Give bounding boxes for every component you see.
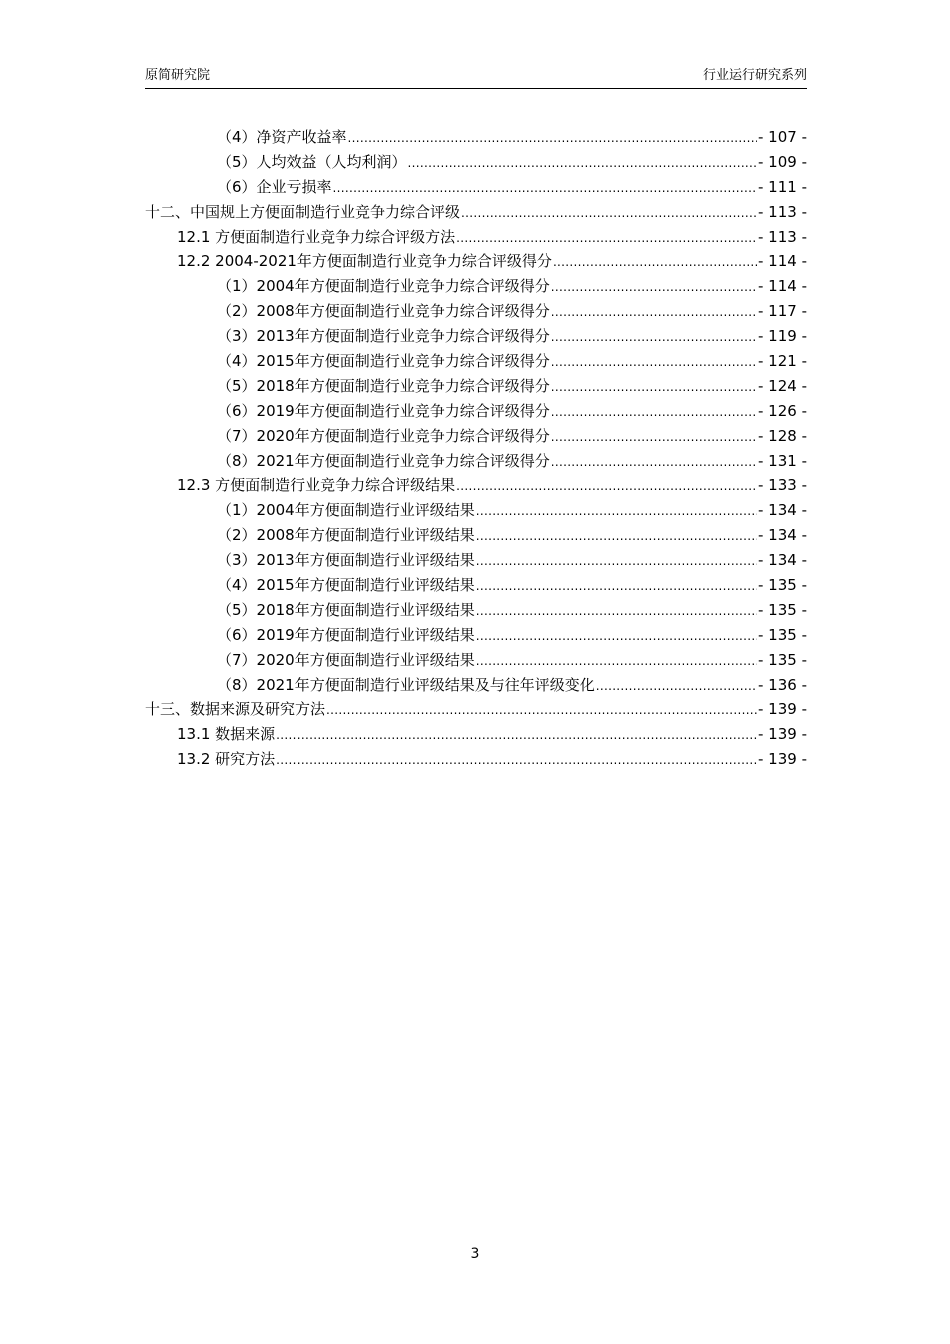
toc-entry[interactable]: [145, 673, 807, 698]
toc-entry-page[interactable]: - 134 -: [758, 526, 807, 545]
toc-entry-page[interactable]: - 117 -: [758, 302, 807, 321]
toc-entry-page[interactable]: - 135 -: [758, 600, 807, 619]
toc-dot-leader: [476, 624, 757, 649]
toc-entry-page[interactable]: - 131 -: [758, 451, 807, 470]
toc-entry-title[interactable]: （6）2019年方便面制造行业竞争力综合评级得分: [217, 401, 550, 420]
toc-entry-title[interactable]: （4）2015年方便面制造行业竞争力综合评级得分: [217, 352, 550, 371]
toc-entry-title[interactable]: （3）2013年方便面制造行业竞争力综合评级得分: [217, 327, 550, 346]
toc-entry[interactable]: [145, 150, 807, 175]
toc-dot-leader: [276, 748, 757, 773]
toc-entry[interactable]: [145, 722, 807, 747]
toc-entry-page[interactable]: - 107 -: [758, 128, 807, 146]
toc-entry-page[interactable]: - 114 -: [758, 277, 807, 296]
toc-entry-page[interactable]: - 121 -: [758, 352, 807, 371]
toc-dot-leader: [276, 723, 757, 748]
toc-entry[interactable]: [145, 747, 807, 772]
toc-entry-title[interactable]: 12.1 方便面制造行业竞争力综合评级方法: [177, 227, 456, 246]
toc-entry[interactable]: [145, 324, 807, 349]
toc-entry[interactable]: [145, 573, 807, 598]
toc-entry-page[interactable]: - 139 -: [758, 700, 807, 719]
toc-entry-title[interactable]: （1）2004年方便面制造行业竞争力综合评级得分: [217, 277, 550, 296]
toc-entry[interactable]: [145, 175, 807, 200]
toc-dot-leader: [551, 275, 757, 300]
page-number: 3: [470, 1246, 480, 1262]
toc-dot-leader: [551, 325, 757, 350]
toc-dot-leader: [476, 574, 757, 599]
toc-entry-title[interactable]: （3）2013年方便面制造行业评级结果: [217, 551, 475, 570]
toc-entry-title[interactable]: （7）2020年方便面制造行业竞争力综合评级得分: [217, 426, 550, 445]
toc-entry[interactable]: [145, 424, 807, 449]
toc-entry-title[interactable]: （8）2021年方便面制造行业竞争力综合评级得分: [217, 451, 550, 470]
toc-dot-leader: [476, 549, 757, 574]
toc-entry-title[interactable]: （1）2004年方便面制造行业评级结果: [217, 501, 475, 520]
toc-entry[interactable]: [145, 697, 807, 722]
toc-entry-page[interactable]: - 111 -: [758, 177, 807, 196]
toc-entry-title[interactable]: （2）2008年方便面制造行业竞争力综合评级得分: [217, 302, 550, 321]
toc-entry-title[interactable]: 13.2 研究方法: [177, 750, 276, 769]
toc-entry-page[interactable]: - 128 -: [758, 426, 807, 445]
toc-dot-leader: [476, 599, 757, 624]
toc-dot-leader: [553, 250, 757, 275]
toc-entry[interactable]: [145, 274, 807, 299]
toc-dot-leader: [456, 474, 757, 499]
toc-dot-leader: [348, 126, 757, 151]
toc-entry[interactable]: [145, 473, 807, 498]
toc-entry-title[interactable]: （5）2018年方便面制造行业评级结果: [217, 600, 475, 619]
toc-dot-leader: [326, 698, 757, 723]
toc-dot-leader: [551, 375, 757, 400]
toc-dot-leader: [551, 400, 757, 425]
toc-entry-title[interactable]: 12.3 方便面制造行业竞争力综合评级结果: [177, 476, 456, 495]
toc-entry-page[interactable]: - 109 -: [758, 152, 807, 171]
toc-dot-leader: [461, 201, 757, 226]
toc-dot-leader: [408, 151, 757, 176]
toc-entry-page[interactable]: - 136 -: [758, 675, 807, 694]
toc-entry[interactable]: [145, 498, 807, 523]
toc-entry-page[interactable]: - 126 -: [758, 401, 807, 420]
toc-entry[interactable]: [145, 374, 807, 399]
toc-entry-page[interactable]: - 135 -: [758, 625, 807, 644]
toc-entry-page[interactable]: - 135 -: [758, 576, 807, 595]
toc-entry[interactable]: [145, 598, 807, 623]
toc-entry[interactable]: [145, 225, 807, 250]
toc-entry-title[interactable]: （5）2018年方便面制造行业竞争力综合评级得分: [217, 376, 550, 395]
toc-entry[interactable]: [145, 200, 807, 225]
toc-dot-leader: [551, 425, 757, 450]
toc-dot-leader: [476, 499, 757, 524]
table-of-contents: [145, 125, 807, 772]
toc-dot-leader: [456, 226, 757, 251]
toc-entry-title[interactable]: （2）2008年方便面制造行业评级结果: [217, 526, 475, 545]
toc-entry-page[interactable]: - 134 -: [758, 551, 807, 570]
toc-entry[interactable]: [145, 523, 807, 548]
toc-dot-leader: [476, 524, 757, 549]
toc-entry-page[interactable]: - 134 -: [758, 501, 807, 520]
toc-entry-title[interactable]: 十三、数据来源及研究方法: [145, 700, 326, 719]
toc-entry[interactable]: [145, 449, 807, 474]
toc-entry-title[interactable]: 12.2 2004-2021年方便面制造行业竞争力综合评级得分: [177, 252, 552, 271]
toc-dot-leader: [551, 300, 757, 325]
toc-entry[interactable]: [145, 299, 807, 324]
toc-entry-page[interactable]: - 124 -: [758, 376, 807, 395]
toc-dot-leader: [551, 350, 757, 375]
toc-entry-title[interactable]: （8）2021年方便面制造行业评级结果及与往年评级变化: [217, 675, 595, 694]
toc-entry-page[interactable]: - 139 -: [758, 750, 807, 769]
page-header: [145, 66, 807, 89]
toc-dot-leader: [333, 176, 757, 201]
toc-entry[interactable]: [145, 349, 807, 374]
header-series-name: 行业运行研究系列: [702, 68, 807, 83]
toc-entry[interactable]: [145, 648, 807, 673]
toc-entry-title[interactable]: （7）2020年方便面制造行业评级结果: [217, 650, 475, 669]
header-org-name: 原简研究院: [145, 68, 211, 83]
toc-entry-title[interactable]: （6）企业亏损率: [217, 177, 332, 196]
toc-entry[interactable]: [145, 399, 807, 424]
toc-entry-page[interactable]: - 139 -: [758, 725, 807, 744]
toc-entry-title[interactable]: （6）2019年方便面制造行业评级结果: [217, 625, 475, 644]
toc-dot-leader: [476, 649, 757, 674]
toc-entry-page[interactable]: - 114 -: [758, 252, 807, 271]
toc-entry-page[interactable]: - 113 -: [758, 202, 807, 221]
toc-dot-leader: [596, 674, 757, 699]
toc-entry-title[interactable]: （4）2015年方便面制造行业评级结果: [217, 576, 475, 595]
toc-entry-title[interactable]: 十二、中国规上方便面制造行业竞争力综合评级: [145, 202, 461, 221]
toc-entry-page[interactable]: - 119 -: [758, 327, 807, 346]
toc-entry[interactable]: [145, 548, 807, 573]
toc-dot-leader: [551, 450, 757, 475]
toc-entry-title[interactable]: （4）净资产收益率: [217, 128, 347, 146]
toc-entry-page[interactable]: - 135 -: [758, 650, 807, 669]
toc-entry-title[interactable]: （5）人均效益（人均利润）: [217, 152, 407, 171]
toc-entry[interactable]: [145, 125, 807, 150]
toc-entry[interactable]: [145, 249, 807, 274]
toc-entry[interactable]: [145, 623, 807, 648]
toc-entry-title[interactable]: 13.1 数据来源: [177, 725, 276, 744]
toc-entry-page[interactable]: - 133 -: [758, 476, 807, 495]
toc-entry-page[interactable]: - 113 -: [758, 227, 807, 246]
